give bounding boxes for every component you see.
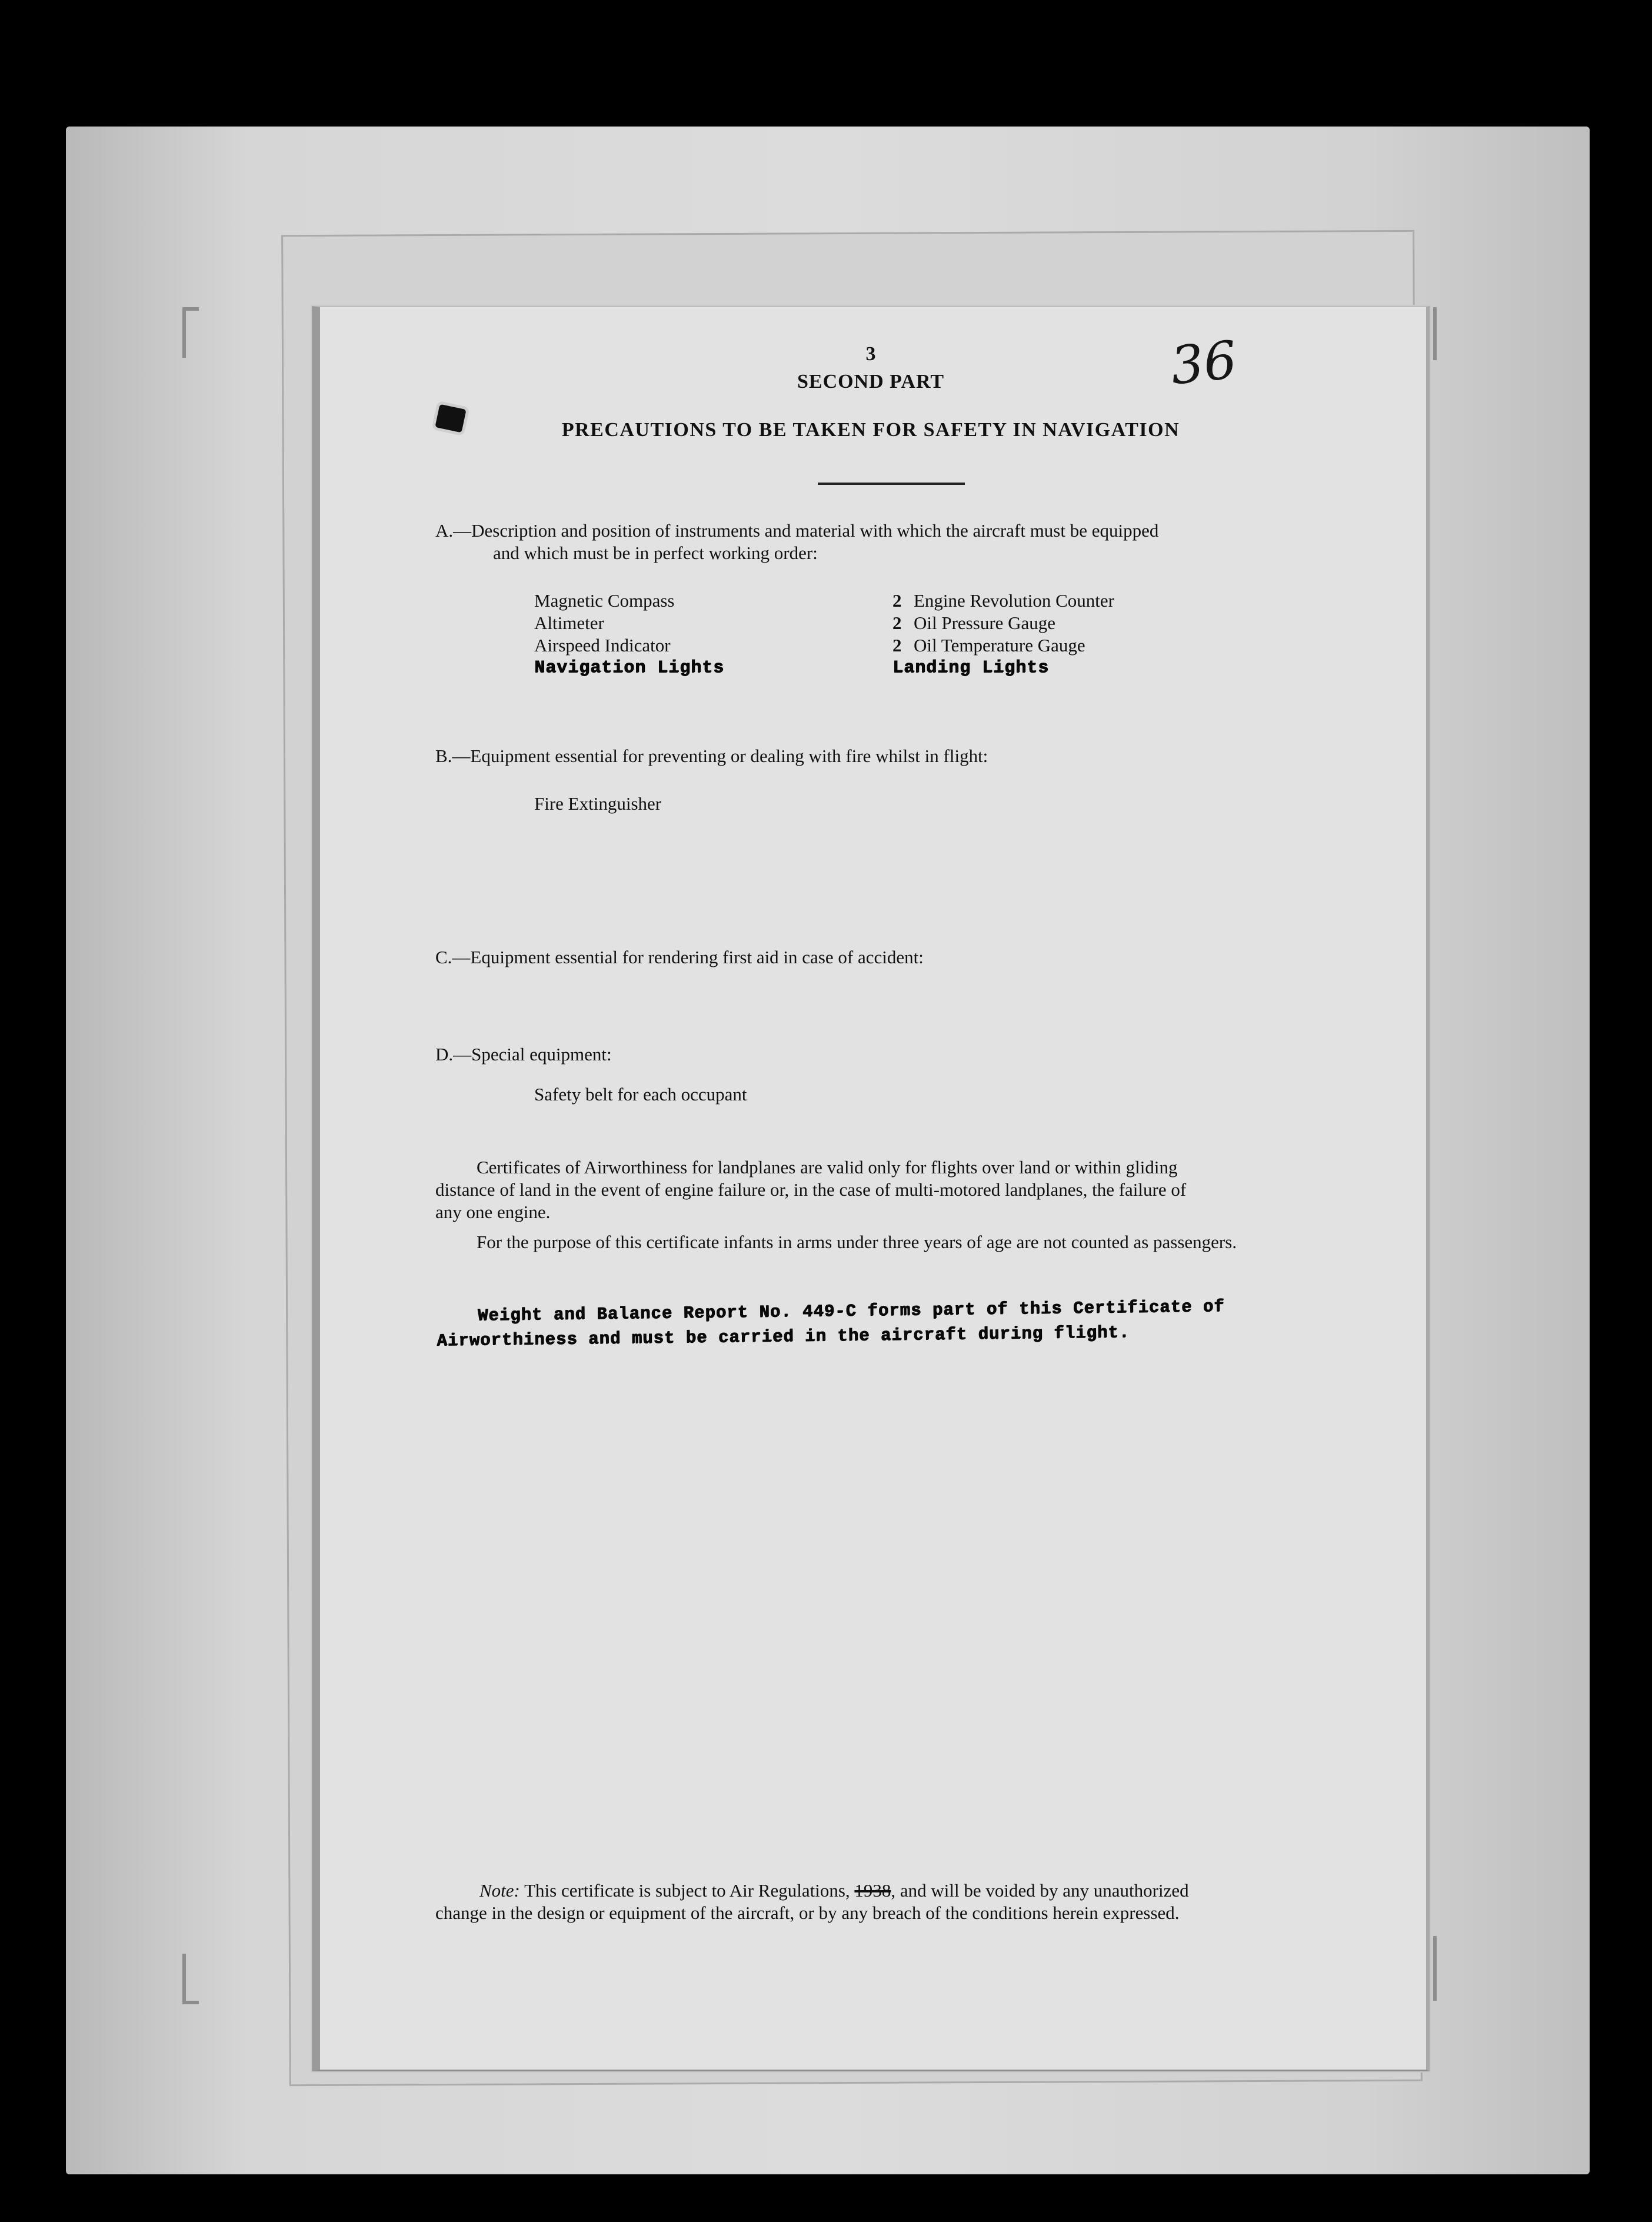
- page-heading: PRECAUTIONS TO BE TAKEN FOR SAFETY IN NAVIGATION: [561, 419, 1180, 441]
- list-item: Airspeed Indicator: [534, 635, 671, 656]
- corner-bracket-bottom-left: [182, 1954, 199, 2004]
- typed-item: Landing Lights: [892, 658, 1050, 678]
- note-label: Note:: [479, 1880, 520, 1901]
- handwritten-page-number: 36: [1167, 329, 1240, 397]
- heading-divider: [818, 483, 965, 485]
- section-d-label: D.—Special equipment:: [435, 1044, 612, 1065]
- section-a-label: A.—Description and position of instruments and material with which the aircraft must be equipped and which must be in perfect working order:: [435, 520, 1159, 563]
- instrument-list-right: [892, 590, 1114, 679]
- instrument-list-left: [534, 590, 724, 679]
- list-item: 2 Oil Temperature Gauge: [892, 635, 1085, 656]
- list-item: Magnetic Compass: [534, 590, 675, 611]
- typed-item: Navigation Lights: [534, 658, 725, 678]
- section-c-label: C.—Equipment essential for rendering first aid in case of accident:: [435, 947, 924, 967]
- list-item: 2 Engine Revolution Counter: [892, 590, 1114, 611]
- quantity-mark: 2: [892, 635, 902, 656]
- note-paragraph: Note: This certificate is subject to Air Regulations, 1938, and will be voided by any unauthorized change in the design or equipment of the aircraft, or by any breach of the conditions herein expressed.: [435, 1880, 1189, 1923]
- quantity-mark: 2: [892, 613, 902, 633]
- certificates-paragraph: Certificates of Airworthiness for landplanes are valid only for flights over land or within gliding distance of land in the event of engine failure or, in the case of multi-motored landplanes, the failure of any one engine.: [435, 1157, 1187, 1222]
- corner-bracket-top-left: [182, 307, 199, 358]
- quantity-mark: 2: [892, 590, 902, 611]
- infants-paragraph: For the purpose of this certificate infants in arms under three years of age are not counted as passengers.: [477, 1232, 1237, 1252]
- struck-year: 1938: [854, 1880, 891, 1901]
- list-item: Altimeter: [534, 613, 604, 633]
- section-d-item: Safety belt for each occupant: [534, 1084, 747, 1105]
- list-item: 2 Oil Pressure Gauge: [892, 613, 1056, 633]
- section-b-label: B.—Equipment essential for preventing or dealing with fire whilst in flight:: [435, 746, 988, 766]
- part-title: SECOND PART: [797, 371, 945, 392]
- section-b-item: Fire Extinguisher: [534, 793, 662, 814]
- page-number: 3: [865, 343, 876, 365]
- weight-balance-statement: Weight and Balance Report No. 449-C forms part of this Certificate of Airworthiness and must be carried in the aircraft during flight.: [437, 1296, 1225, 1351]
